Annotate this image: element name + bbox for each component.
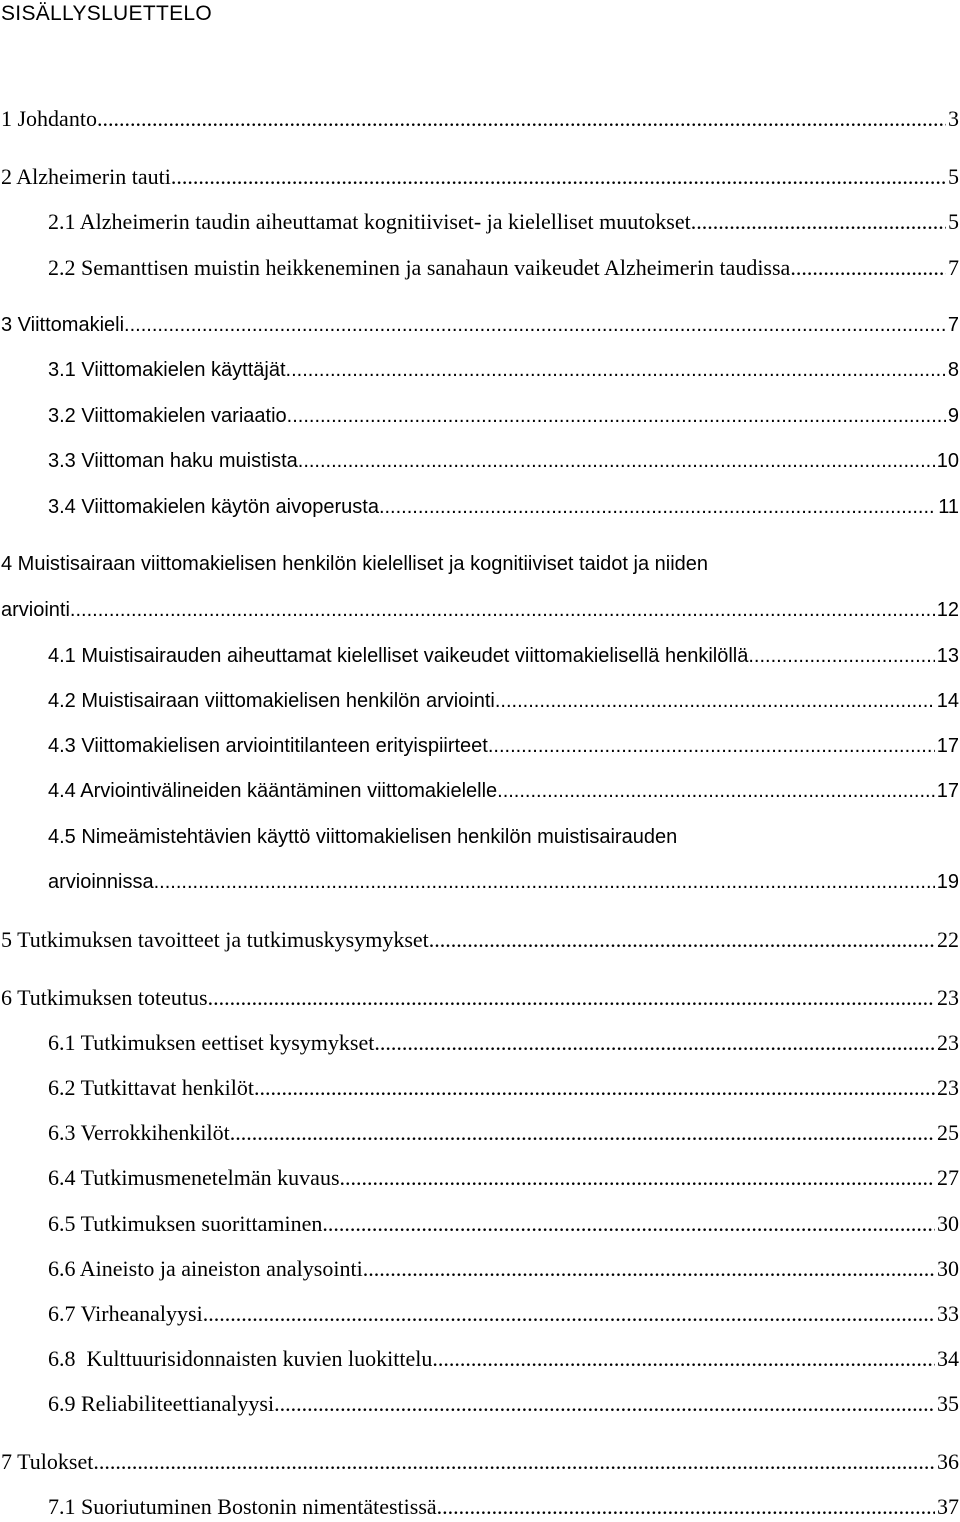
toc-page-number: 12 (936, 599, 959, 621)
toc-leader (429, 925, 935, 955)
toc-leader (495, 686, 935, 716)
toc-page-number: 5 (948, 164, 959, 189)
toc-entry-title: 4.5 Nimeämistehtävien käyttö viittomakielisen henkilön muistisairauden (48, 826, 678, 848)
toc-leader (171, 162, 946, 192)
toc-entry-wrap[interactable] (48, 822, 959, 852)
toc-entry[interactable] (48, 1389, 959, 1419)
toc-page-number: 33 (937, 1301, 959, 1326)
toc-leader (379, 492, 936, 522)
toc-entry-title: 6.9 Reliabiliteettianalyysi (48, 1391, 275, 1416)
toc-entry-title: 4.2 Muistisairaan viittomakielisen henkilön arviointi (48, 690, 495, 712)
toc-entry[interactable] (1, 983, 959, 1013)
toc-entry[interactable] (48, 1073, 959, 1103)
toc-entry[interactable] (1, 162, 959, 192)
toc-leader (497, 776, 935, 806)
toc-page-number: 10 (936, 450, 959, 472)
toc-entry-title: arvioinnissa (48, 871, 154, 893)
toc-entry-title: arviointi (1, 599, 70, 621)
toc-entry-title: 3.1 Viittomakielen käyttäjät (48, 359, 286, 381)
toc-page-number: 7 (948, 255, 959, 280)
toc-page-number: 23 (937, 1075, 959, 1100)
toc-entry-title: 4.3 Viittomakielisen arviointitilanteen erityispiirteet (48, 735, 488, 757)
toc-entry-title: 3.3 Viittoman haku muistista (48, 450, 298, 472)
toc-page-number: 8 (947, 359, 959, 381)
toc-page-number: 23 (937, 985, 959, 1010)
toc-leader (154, 867, 935, 897)
toc-entry[interactable] (1, 595, 959, 625)
toc-entry[interactable] (48, 686, 959, 716)
toc-leader (97, 104, 946, 134)
toc-entry-title: 2 Alzheimerin tauti (1, 164, 171, 189)
toc-entry[interactable] (48, 1299, 959, 1329)
toc-leader (340, 1163, 936, 1193)
toc-entry-title: 6.6 Aineisto ja aineiston analysointi (48, 1256, 363, 1281)
toc-page-number: 37 (937, 1494, 959, 1519)
toc-page-number: 22 (937, 927, 959, 952)
toc-leader (488, 731, 935, 761)
toc-entry-title: 3.2 Viittomakielen variaatio (48, 405, 287, 427)
toc-leader (70, 595, 935, 625)
toc-entry[interactable] (48, 731, 959, 761)
toc-page-number: 17 (936, 780, 959, 802)
toc-entry-title: 4 Muistisairaan viittomakielisen henkilön kielelliset ja kognitiiviset taidot ja niiden (1, 553, 709, 575)
toc-entry-title: 4.4 Arviointivälineiden kääntäminen viittomakielelle (48, 780, 498, 802)
toc-page-number: 25 (937, 1120, 959, 1145)
toc-leader (374, 1028, 935, 1058)
toc-leader (790, 253, 946, 283)
toc-page-number: 11 (938, 496, 959, 518)
toc-leader (286, 355, 946, 385)
toc-entry-title: 7.1 Suoriutuminen Bostonin nimentätestissä (48, 1494, 437, 1519)
toc-leader (748, 641, 934, 671)
toc-entry[interactable] (48, 253, 959, 283)
toc-entry[interactable] (48, 1163, 959, 1193)
toc-page-number: 35 (937, 1391, 959, 1416)
toc-leader (208, 983, 935, 1013)
toc-leader (203, 1299, 935, 1329)
toc-entry[interactable] (48, 446, 959, 476)
toc-page-number: 19 (936, 871, 959, 893)
toc-entry-title: 6 Tutkimuksen toteutus (1, 985, 208, 1010)
toc-entry-title: 4.1 Muistisairauden aiheuttamat kielelliset vaikeudet viittomakielisellä henkilöllä (48, 645, 749, 667)
toc-entry[interactable] (1, 925, 959, 955)
toc-entry-wrap[interactable] (1, 549, 959, 579)
toc-page-number: 23 (937, 1030, 959, 1055)
toc-entry-title: 6.5 Tutkimuksen suorittaminen (48, 1211, 323, 1236)
toc-entry[interactable] (1, 1447, 959, 1477)
toc-leader (254, 1073, 935, 1103)
toc-page-number: 7 (947, 314, 959, 336)
toc-leader (230, 1118, 935, 1148)
toc-page-number: 34 (937, 1346, 959, 1371)
toc-page-number: 3 (948, 106, 959, 131)
toc-entry[interactable] (48, 1209, 959, 1239)
toc-entry[interactable] (1, 104, 959, 134)
toc-page-number: 5 (948, 209, 959, 234)
toc-leader (691, 207, 946, 237)
toc-entry[interactable] (48, 1254, 959, 1284)
toc-leader (274, 1389, 935, 1419)
toc-entry[interactable] (48, 207, 959, 237)
toc-entry[interactable] (48, 355, 959, 385)
toc-page-number: 17 (936, 735, 959, 757)
toc-entry-title: 6.1 Tutkimuksen eettiset kysymykset (48, 1030, 375, 1055)
toc-entry-title: 3 Viittomakieli (1, 314, 125, 336)
toc-entry[interactable] (1, 310, 959, 340)
toc-entry[interactable] (48, 1344, 959, 1374)
toc-entry-title: 2.1 Alzheimerin taudin aiheuttamat kognitiiviset- ja kielelliset muutokset (48, 209, 691, 234)
toc-leader (322, 1209, 935, 1239)
toc-leader (287, 401, 946, 431)
toc-leader (363, 1254, 935, 1284)
toc-page-number: 27 (937, 1165, 959, 1190)
toc-page-number: 36 (937, 1449, 959, 1474)
toc-entry-title: 6.8 Kulttuurisidonnaisten kuvien luokittelu (48, 1346, 433, 1371)
toc-entry[interactable] (48, 641, 959, 671)
toc-page-number: 13 (936, 645, 959, 667)
toc-page-number: 14 (936, 690, 959, 712)
toc-entry[interactable] (48, 776, 959, 806)
toc-leader (93, 1447, 935, 1477)
toc-entry-title: 5 Tutkimuksen tavoitteet ja tutkimuskysymykset (1, 927, 429, 952)
toc-entry-title: 7 Tulokset (1, 1449, 94, 1474)
toc-leader (432, 1344, 935, 1374)
toc-entry-title: 1 Johdanto (1, 106, 97, 131)
toc-entry-title: 6.4 Tutkimusmenetelmän kuvaus (48, 1165, 340, 1190)
toc-page-number: 30 (937, 1256, 959, 1281)
toc-entry[interactable] (48, 867, 959, 897)
toc-entry-title: 3.4 Viittomakielen käytön aivoperusta (48, 496, 379, 518)
toc-page-number: 9 (947, 405, 959, 427)
toc-entry[interactable] (48, 1118, 959, 1148)
toc-entry-title: 6.2 Tutkittavat henkilöt (48, 1075, 254, 1100)
toc-leader (298, 446, 935, 476)
page-title: SISÄLLYSLUETTELO (1, 2, 212, 25)
toc-entry[interactable] (48, 492, 959, 522)
toc-entry-title: 2.2 Semanttisen muistin heikkeneminen ja sanahaun vaikeudet Alzheimerin taudissa (48, 255, 791, 280)
toc-page-number: 30 (937, 1211, 959, 1236)
toc-leader (124, 310, 946, 340)
toc-entry[interactable] (48, 1028, 959, 1058)
toc-entry-title: 6.7 Virheanalyysi (48, 1301, 203, 1326)
toc-entry-title: 6.3 Verrokkihenkilöt (48, 1120, 230, 1145)
toc-entry[interactable] (48, 401, 959, 431)
